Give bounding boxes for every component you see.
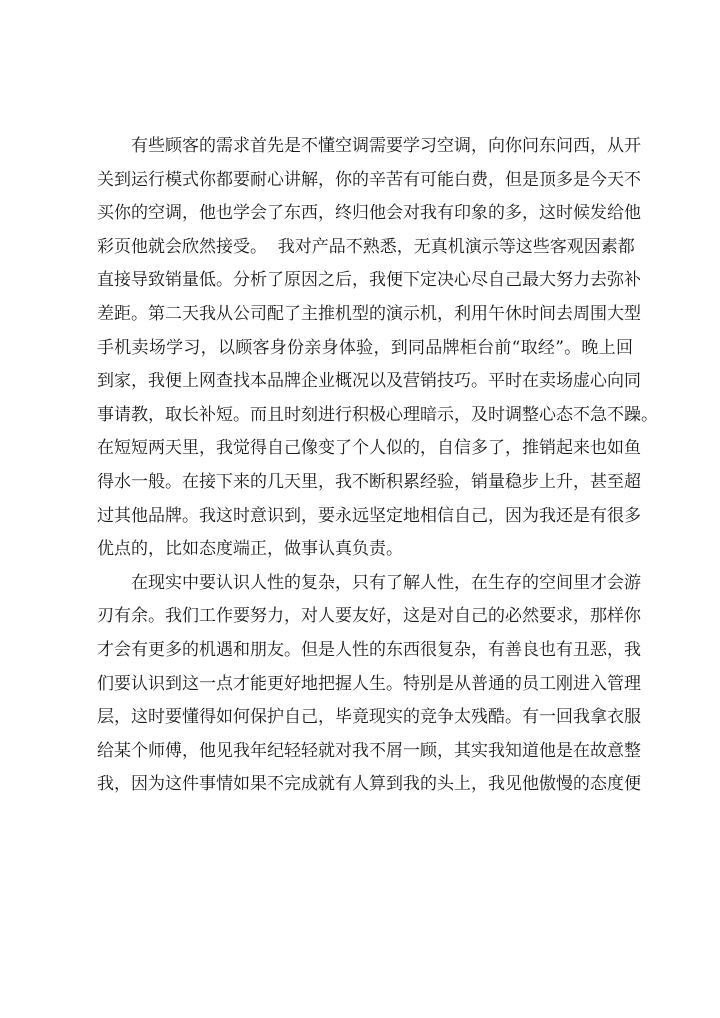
text-line: 有些顾客的需求首先是不懂空调需要学习空调，向你问东问西，从开 [131, 136, 641, 156]
text-line: 过其他品牌。我这时意识到，要永远坚定地相信自己，因为我还是有很多 [97, 505, 641, 526]
text-line: 直接导致销量低。分析了原因之后，我便下定决心尽自己最大努力去弥补 [97, 270, 641, 291]
text-line: 关到运行模式你都要耐心讲解，你的辛苦有可能白费，但是顶多是今天不 [97, 169, 641, 190]
paragraph-1 [97, 130, 658, 567]
text-line: 在现实中要认识人性的复杂，只有了解人性，在生存的空间里才会游 [131, 572, 641, 593]
document-body [97, 130, 658, 802]
text-line: 刃有余。我们工作要努力，对人要友好，这是对自己的必然要求，那样你 [97, 606, 641, 627]
text-line: 彩页他就会欣然接受。 我对产品不熟悉，无真机演示等这些客观因素都 [97, 236, 635, 257]
text-line: 优点的，比如态度端正，做事认真负责。 [97, 539, 403, 560]
text-line: 事请教，取长补短。而且时刻进行积极心理暗示，及时调整心态不急不躁。 [97, 404, 658, 425]
text-line: 才会有更多的机遇和朋友。但是人性的东西很复杂，有善良也有丑恶，我 [97, 639, 641, 660]
text-line: 我，因为这件事情如果不完成就有人算到我的头上，我见他傲慢的态度便 [97, 774, 641, 795]
text-line: 买你的空调，他也学会了东西，终归他会对我有印象的多，这时候发给他 [97, 203, 641, 224]
text-line: 手机卖场学习，以顾客身份亲身体验，到同品牌柜台前“取经”。晚上回 [97, 337, 633, 358]
text-line: 层，这时要懂得如何保护自己，毕竟现实的竞争太残酷。有一回我拿衣服 [97, 707, 641, 728]
text-line: 们要认识到这一点才能更好地把握人生。特别是从普通的员工刚进入管理 [97, 673, 641, 694]
text-line: 到家，我便上网查找本品牌企业概况以及营销技巧。平时在卖场虚心向同 [97, 371, 641, 392]
text-line: 给某个师傅，他见我年纪轻轻就对我不屑一顾，其实我知道他是在故意整 [97, 740, 641, 761]
text-line: 得水一般。在接下来的几天里，我不断积累经验，销量稳步上升，甚至超 [97, 471, 641, 492]
paragraph-2 [97, 567, 641, 802]
text-line: 差距。第二天我从公司配了主推机型的演示机，利用午休时间去周围大型 [97, 303, 641, 324]
text-line: 在短短两天里，我觉得自己像变了个人似的，自信多了，推销起来也如鱼 [97, 438, 641, 459]
